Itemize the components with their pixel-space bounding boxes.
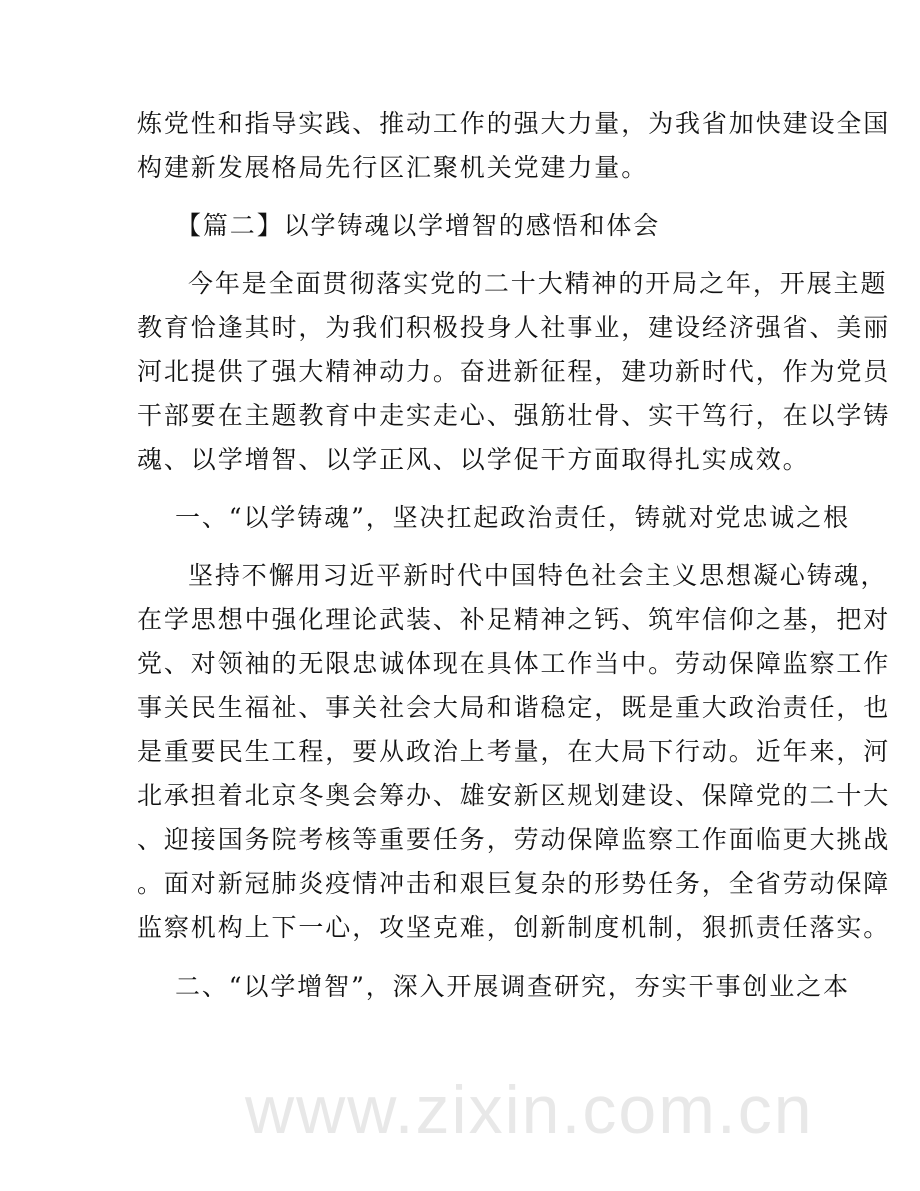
paragraph-line: 是重要民生工程，要从政治上考量，在大局下行动。近年来，河 [137,737,891,766]
paragraph-line: 魂、以学增智、以学正风、以学促干方面取得扎实成效。 [137,445,810,474]
paragraph-line: 监察机构上下一心，攻坚克难，创新制度机制，狠抓责任落实。 [137,913,891,942]
paragraph-line: 炼党性和指导实践、推动工作的强大力量，为我省加快建设全国 [137,109,891,138]
paragraph-line: 干部要在主题教育中走实走心、强筋壮骨、实干笃行，在以学铸 [137,401,891,430]
paragraph-line: 在学思想中强化理论武装、补足精神之钙、筑牢信仰之基，把对 [137,605,891,634]
subsection-heading: 一、“以学铸魂”，坚决扛起政治责任，铸就对党忠诚之根 [175,503,850,532]
paragraph-line: 北承担着北京冬奥会筹办、雄安新区规划建设、保障党的二十大 [137,781,891,810]
subsection-heading: 二、“以学增智”，深入开展调查研究，夯实干事创业之本 [175,972,850,1001]
paragraph-line: 。面对新冠肺炎疫情冲击和艰巨复杂的形势任务，全省劳动保障 [137,869,891,898]
paragraph-line: 坚持不懈用习近平新时代中国特色社会主义思想凝心铸魂， [188,561,888,590]
watermark: www.zixin.com.cn [245,1072,814,1148]
paragraph-line: 教育恰逢其时，为我们积极投身人社事业，建设经济强省、美丽 [137,313,891,342]
paragraph-line: 河北提供了强大精神动力。奋进新征程，建功新时代，作为党员 [137,357,891,386]
paragraph-line: 构建新发展格局先行区汇聚机关党建力量。 [137,153,649,182]
section-title: 【篇二】以学铸魂以学增智的感悟和体会 [176,211,661,240]
paragraph-line: 、迎接国务院考核等重要任务，劳动保障监察工作面临更大挑战 [137,825,891,854]
paragraph-line: 今年是全面贯彻落实党的二十大精神的开局之年，开展主题 [188,269,888,298]
paragraph-line: 党、对领袖的无限忠诚体现在具体工作当中。劳动保障监察工作 [137,649,891,678]
paragraph-line: 事关民生福祉、事关社会大局和谐稳定，既是重大政治责任，也 [137,693,891,722]
